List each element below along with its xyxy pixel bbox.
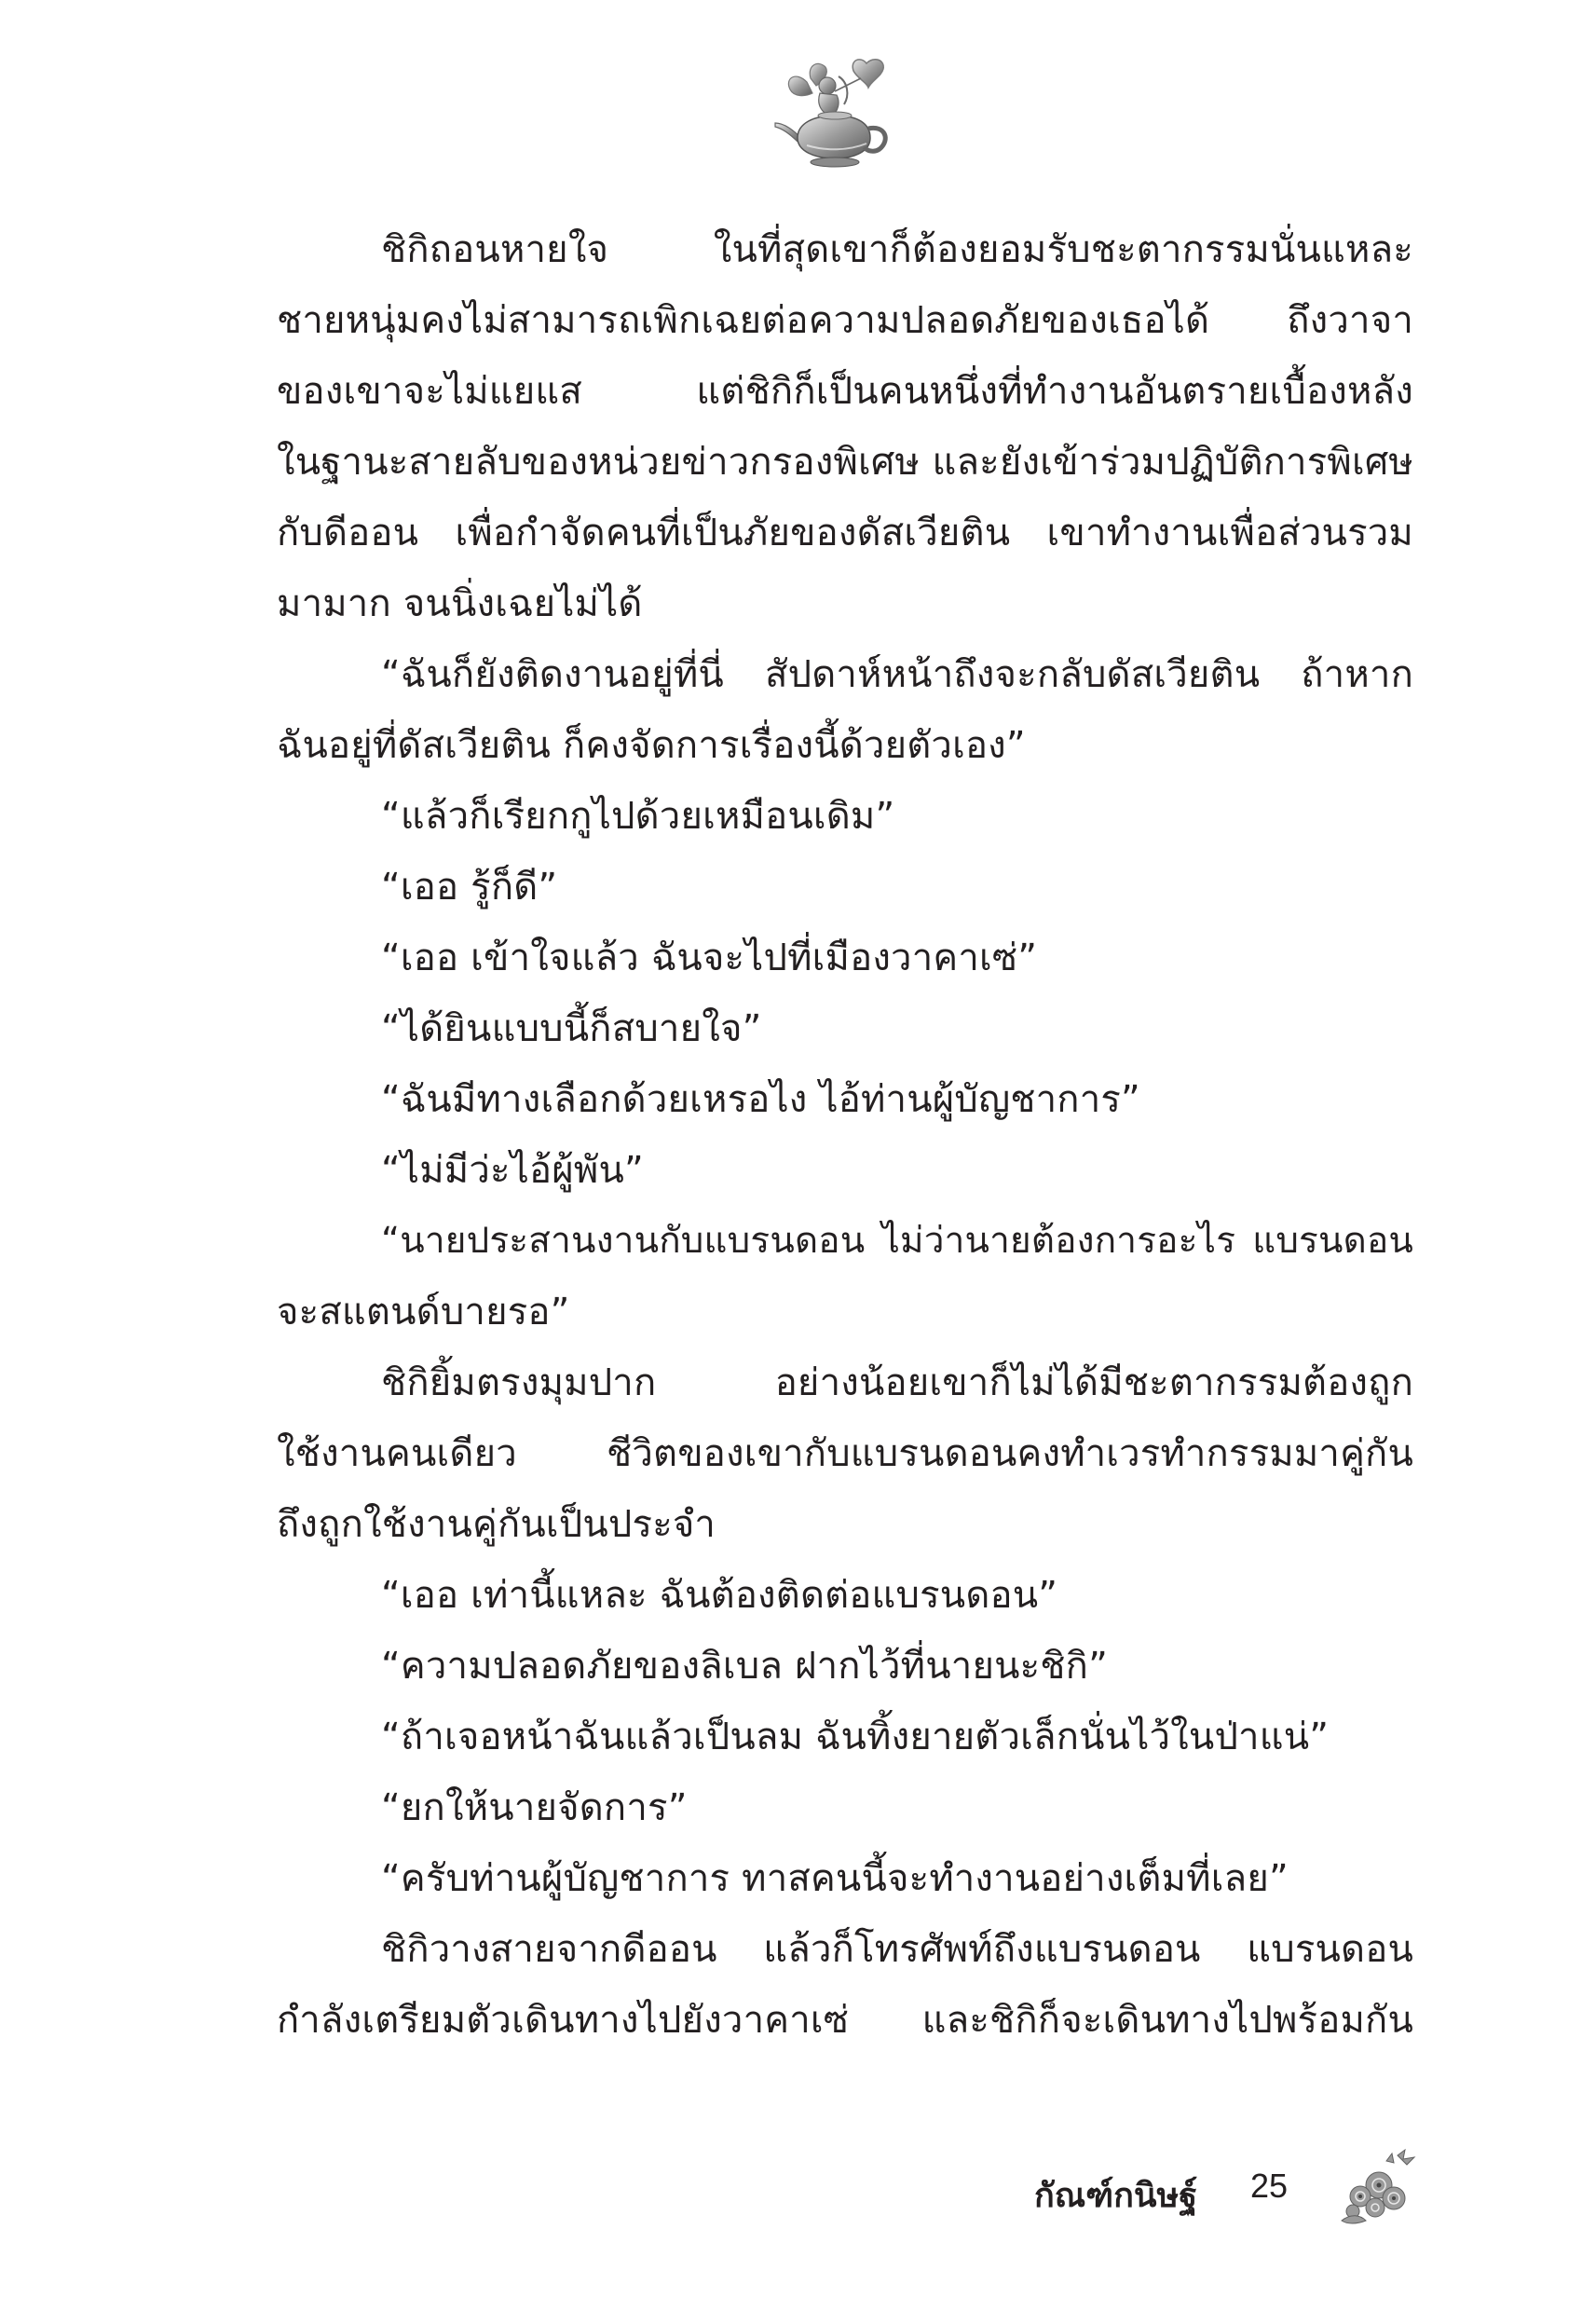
book-title: กัณฑ์กนิษฐ์ — [1034, 2177, 1198, 2215]
text-line: “ฉันมีทางเลือกด้วยเหรอไง ไอ้ท่านผู้บัญชาการ” — [381, 1078, 1140, 1121]
text-line: “แล้วก็เรียกกูไปด้วยเหมือนเดิม” — [381, 795, 895, 838]
text-line: กับดีออน เพื่อกำจัดคนที่เป็นภัยของดัสเวียติน เขาทำงานเพื่อส่วนรวม — [277, 512, 1413, 554]
flower-bouquet-ornament-icon — [1332, 2148, 1421, 2227]
text-line: ถึงถูกใช้งานคู่กันเป็นประจำ — [277, 1503, 716, 1546]
text-line: “ถ้าเจอหน้าฉันแล้วเป็นลม ฉันทิ้งยายตัวเล็กนั่นไว้ในป่าแน่” — [381, 1716, 1330, 1758]
page-number: 25 — [1250, 2167, 1289, 2205]
text-line: “เออ เข้าใจแล้ว ฉันจะไปที่เมืองวาคาเซ่” — [381, 937, 1038, 979]
text-line: ชายหนุ่มคงไม่สามารถเพิกเฉยต่อความปลอดภัยของเธอได้ ถึงวาจา — [277, 299, 1413, 342]
text-line: ของเขาจะไม่แยแส แต่ชิกิก็เป็นคนหนึ่งที่ทำงานอันตรายเบื้องหลัง — [277, 370, 1413, 413]
text-line: กำลังเตรียมตัวเดินทางไปยังวาคาเซ่ และชิกิก็จะเดินทางไปพร้อมกัน — [277, 1999, 1413, 2042]
text-line: ใช้งานคนเดียว ชีวิตของเขากับแบรนดอนคงทำเวรทำกรรมมาคู่กัน — [277, 1432, 1413, 1475]
text-line: “นายประสานงานกับแบรนดอน ไม่ว่านายต้องการอะไร แบรนดอน — [381, 1220, 1413, 1262]
text-line: มามาก จนนิ่งเฉยไม่ได้ — [277, 582, 643, 625]
text-line: “เออ เท่านี้แหละ ฉันต้องติดต่อแบรนดอน” — [381, 1574, 1058, 1617]
text-line: ชิกิวางสายจากดีออน แล้วก็โทรศัพท์ถึงแบรนดอน แบรนดอน — [381, 1928, 1413, 1971]
text-line: “ยกให้นายจัดการ” — [381, 1786, 688, 1829]
cupid-teapot-ornament-icon — [770, 54, 900, 175]
page-footer — [1034, 2148, 1425, 2232]
text-line: ฉันอยู่ที่ดัสเวียติน ก็คงจัดการเรื่องนี้ด้วยตัวเอง” — [277, 724, 1026, 767]
text-line: “ครับท่านผู้บัญชาการ ทาสคนนี้จะทำงานอย่างเต็มที่เลย” — [381, 1857, 1289, 1900]
text-line: “ไม่มีว่ะไอ้ผู้พัน” — [381, 1149, 644, 1192]
text-line: ชิกิถอนหายใจ ในที่สุดเขาก็ต้องยอมรับชะตากรรมนั่นแหละ — [381, 228, 1413, 271]
text-line: จะสแตนด์บายรอ” — [277, 1291, 570, 1333]
text-line: “ฉันก็ยังติดงานอยู่ที่นี่ สัปดาห์หน้าถึงจะกลับดัสเวียติน ถ้าหาก — [381, 653, 1413, 696]
text-line: “ความปลอดภัยของลิเบล ฝากไว้ที่นายนะชิกิ” — [381, 1645, 1108, 1688]
text-line: “เออ รู้ก็ดี” — [381, 866, 558, 909]
text-line: ชิกิยิ้มตรงมุมปาก อย่างน้อยเขาก็ไม่ได้มีชะตากรรมต้องถูก — [381, 1361, 1413, 1404]
body-text — [277, 214, 1413, 2056]
text-line: “ได้ยินแบบนี้ก็สบายใจ” — [381, 1007, 762, 1050]
text-line: ในฐานะสายลับของหน่วยข่าวกรองพิเศษ และยังเข้าร่วมปฏิบัติการพิเศษ — [277, 441, 1413, 484]
